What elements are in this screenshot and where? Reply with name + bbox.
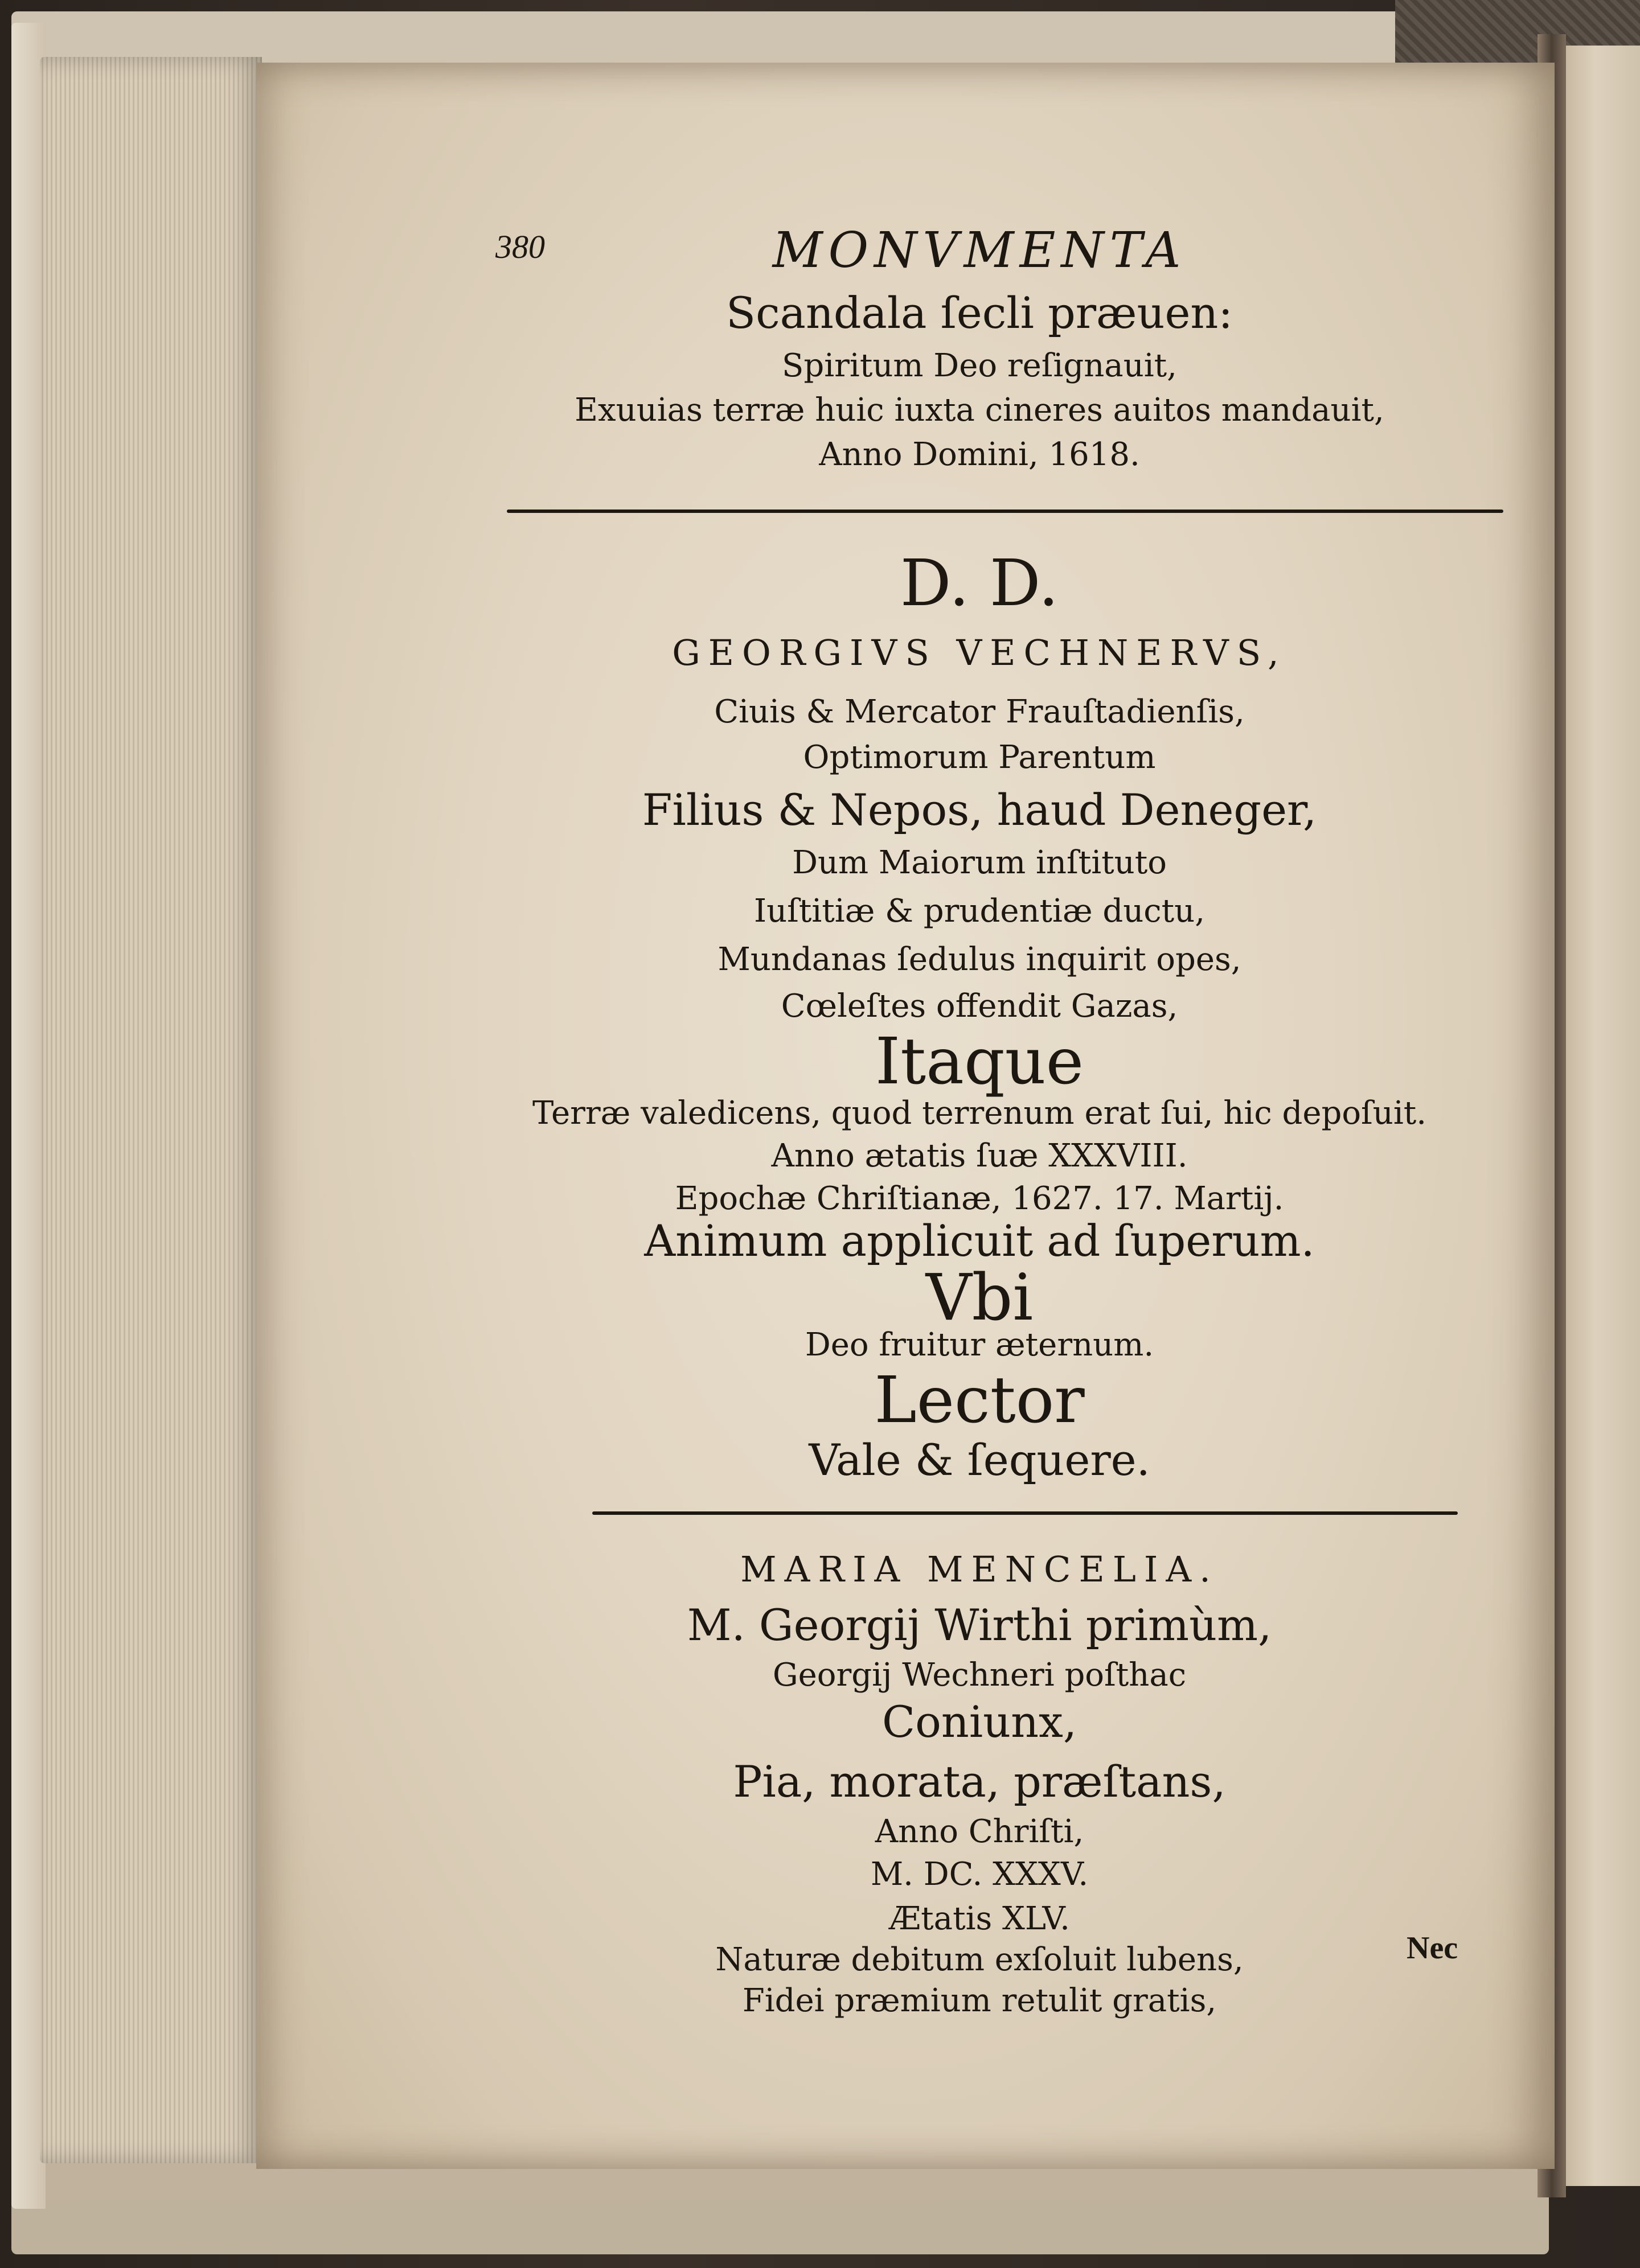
section-divider bbox=[507, 510, 1503, 513]
text-line: Mundanas ſedulus inquirit opes, bbox=[718, 941, 1241, 978]
text-line: Terræ valedicens, quod terrenum erat ſui, hic depoſuit. bbox=[532, 1095, 1427, 1132]
book-page bbox=[256, 63, 1555, 2169]
text-line: Exuuias terræ huic iuxta cineres auitos mandauit, bbox=[575, 392, 1384, 429]
text-line: Fidei præmium retulit gratis, bbox=[742, 1982, 1217, 2019]
section-divider bbox=[592, 1511, 1458, 1515]
text-line: Naturæ debitum exſoluit lubens, bbox=[715, 1941, 1244, 1978]
text-line: Cœleſtes offendit Gazas, bbox=[781, 988, 1178, 1025]
facing-page bbox=[1566, 46, 1640, 2186]
text-line-large: Lector bbox=[874, 1363, 1085, 1437]
text-line: Optimorum Parentum bbox=[803, 739, 1156, 776]
text-line: Vale & ſequere. bbox=[809, 1435, 1150, 1485]
text-line: Filius & Nepos, haud Deneger, bbox=[642, 784, 1317, 835]
text-line: Ciuis & Mercator Frauſtadienſis, bbox=[714, 693, 1245, 730]
page-number: 380 bbox=[495, 228, 545, 265]
text-line: Deo fruitur æternum. bbox=[805, 1326, 1154, 1363]
name-heading: MARIA MENCELIA. bbox=[740, 1548, 1219, 1590]
page-stack-edge bbox=[40, 57, 262, 2163]
text-line: Ætatis XLV. bbox=[889, 1900, 1070, 1937]
text-line: M. DC. XXXV. bbox=[870, 1856, 1089, 1893]
catchword: Nec bbox=[1407, 1930, 1458, 1966]
text-line: Animum applicuit ad ſuperum. bbox=[644, 1215, 1315, 1266]
text-line-large: Vbi bbox=[925, 1261, 1034, 1335]
text-line: Epochæ Chriſtianæ, 1627. 17. Martij. bbox=[675, 1180, 1284, 1217]
text-line: Dum Maiorum inſtituto bbox=[792, 844, 1167, 881]
text-line: Anno ætatis ſuæ XXXVIII. bbox=[771, 1137, 1188, 1174]
page-content bbox=[256, 63, 1555, 2169]
text-line: Coniunx, bbox=[882, 1696, 1077, 1747]
text-line: M. Georgij Wirthi primùm, bbox=[687, 1600, 1272, 1650]
running-title: MONVMENTA bbox=[772, 222, 1187, 279]
text-line: Spiritum Deo reſignauit, bbox=[782, 347, 1177, 384]
text-line: Scandala ſecli præuen: bbox=[726, 287, 1233, 338]
text-line: Georgij Wechneri poſthac bbox=[772, 1657, 1187, 1694]
text-line: Anno Chriſti, bbox=[875, 1813, 1084, 1850]
text-line: Iuſtitiæ & prudentiæ ductu, bbox=[753, 893, 1206, 930]
heading-dd: D. D. bbox=[900, 547, 1059, 621]
text-line-large: Itaque bbox=[875, 1025, 1084, 1099]
name-heading: GEORGIVS VECHNERVS, bbox=[672, 632, 1287, 673]
text-line: Pia, morata, præſtans, bbox=[733, 1756, 1226, 1807]
text-line: Anno Domini, 1618. bbox=[819, 436, 1140, 473]
